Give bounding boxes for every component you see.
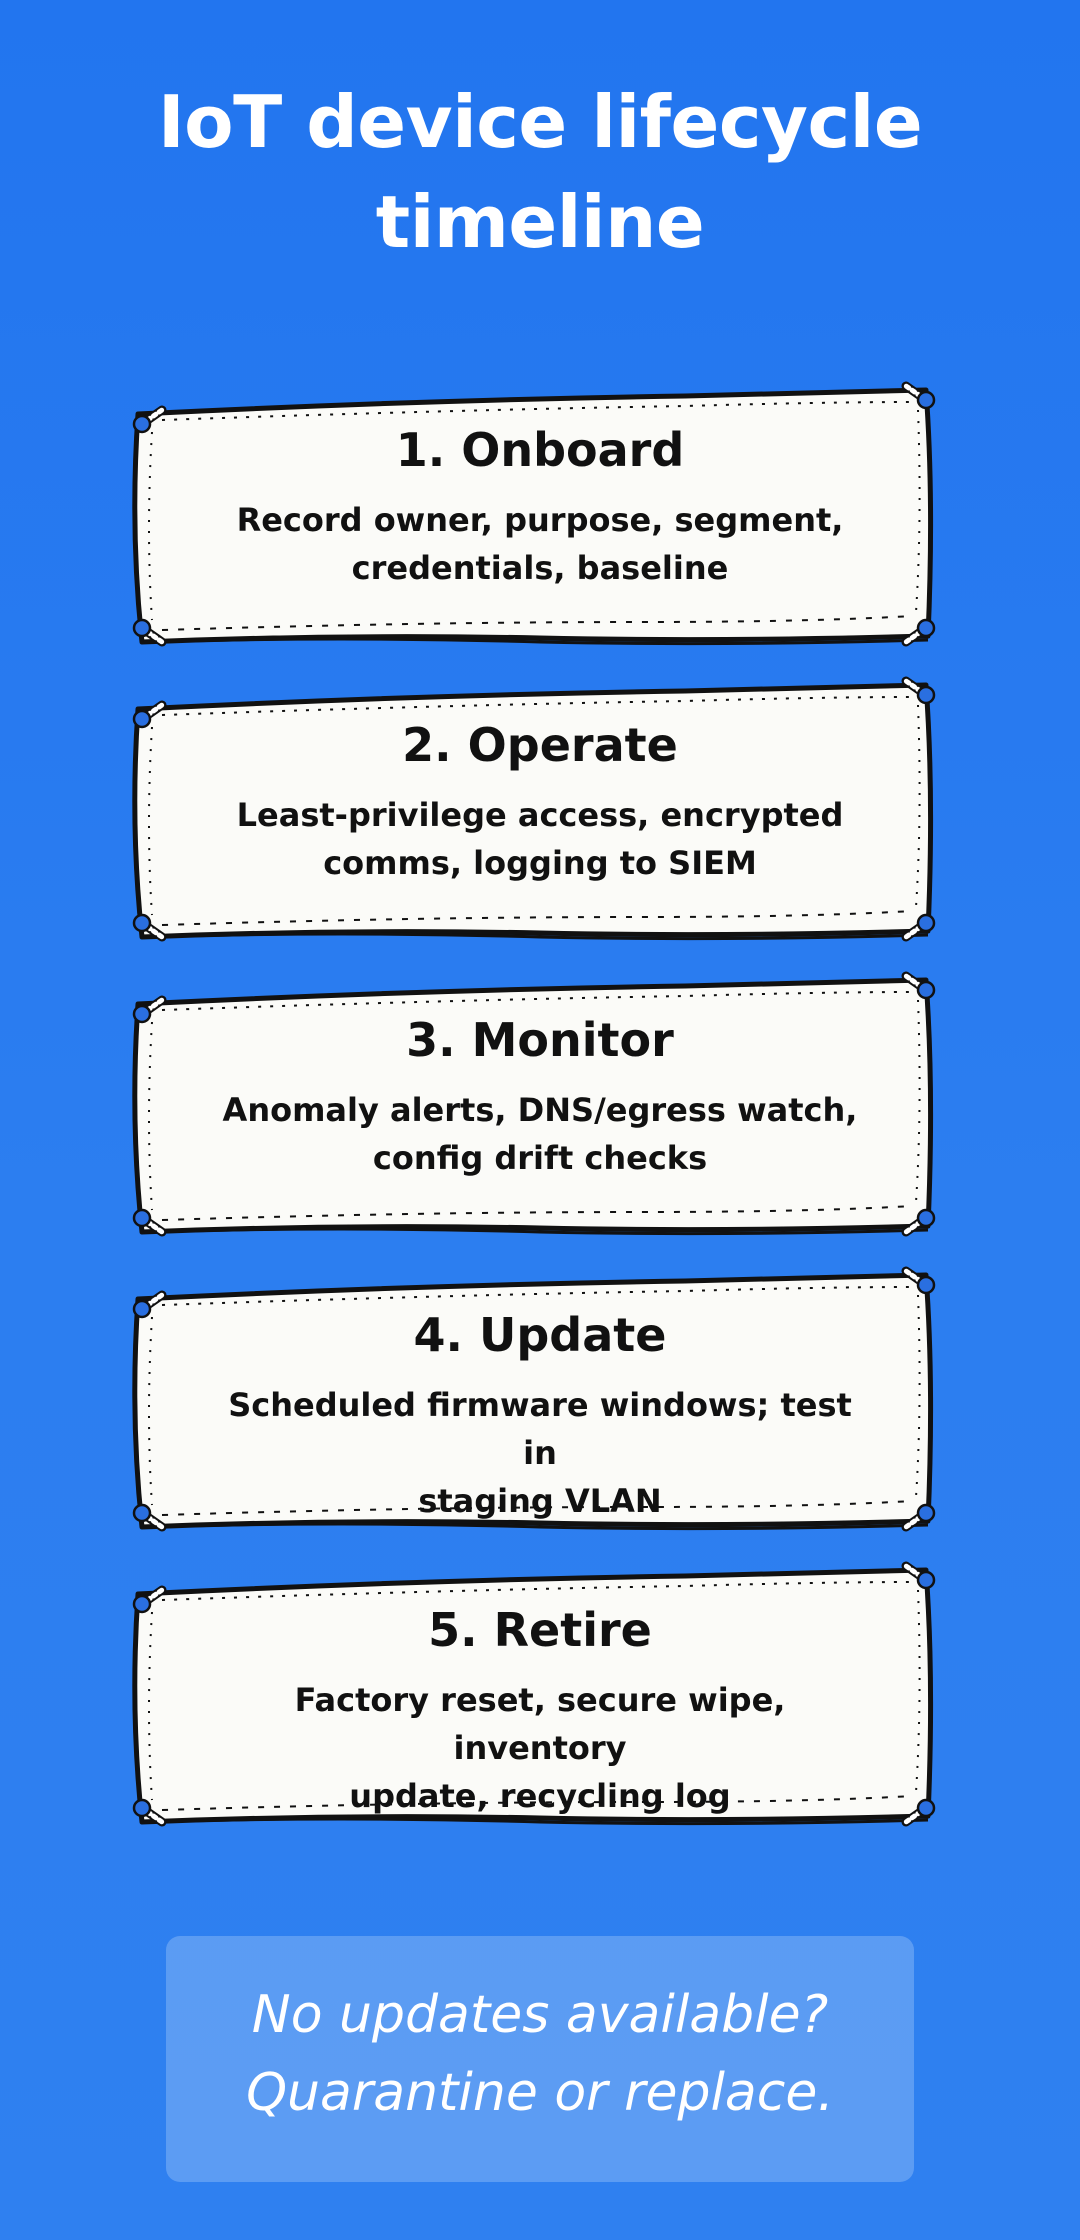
step-banner-onboard — [120, 380, 960, 650]
step-banner-update — [120, 1265, 960, 1535]
step-heading: 5. Retire — [428, 1603, 652, 1657]
step-description-line-1: Anomaly alerts, DNS/egress watch, — [222, 1091, 858, 1129]
step-description — [210, 496, 870, 592]
callout-text — [166, 1976, 914, 2132]
step-description-line-2: comms, logging to SIEM — [323, 844, 757, 882]
callout-line-2: Quarantine or replace. — [246, 2063, 834, 2123]
callout-box — [166, 1936, 914, 2182]
step-description-line-1: Factory reset, secure wipe, inventory — [294, 1681, 786, 1767]
page-title — [0, 72, 1080, 272]
step-description — [210, 1676, 870, 1820]
step-banner-monitor — [120, 970, 960, 1240]
step-description-line-2: credentials, baseline — [351, 549, 729, 587]
step-description-line-1: Scheduled firmware windows; test in — [228, 1386, 852, 1472]
step-banner-operate — [120, 675, 960, 945]
step-description — [210, 791, 870, 887]
step-description — [210, 1381, 870, 1525]
step-description-line-1: Least-privilege access, encrypted — [236, 796, 844, 834]
step-description-line-2: staging VLAN — [418, 1482, 662, 1520]
step-heading: 4. Update — [413, 1308, 667, 1362]
step-description-line-2: config drift checks — [372, 1139, 708, 1177]
step-description-line-1: Record owner, purpose, segment, — [236, 501, 844, 539]
page-title-line-2: timeline — [375, 180, 705, 264]
callout-line-1: No updates available? — [251, 1985, 829, 2045]
step-description-line-2: update, recycling log — [349, 1777, 731, 1815]
step-heading: 2. Operate — [402, 718, 678, 772]
step-heading: 3. Monitor — [406, 1013, 674, 1067]
step-banner-retire — [120, 1560, 960, 1830]
step-description — [210, 1086, 870, 1182]
step-heading: 1. Onboard — [395, 423, 685, 477]
page-title-line-1: IoT device lifecycle — [157, 80, 923, 164]
